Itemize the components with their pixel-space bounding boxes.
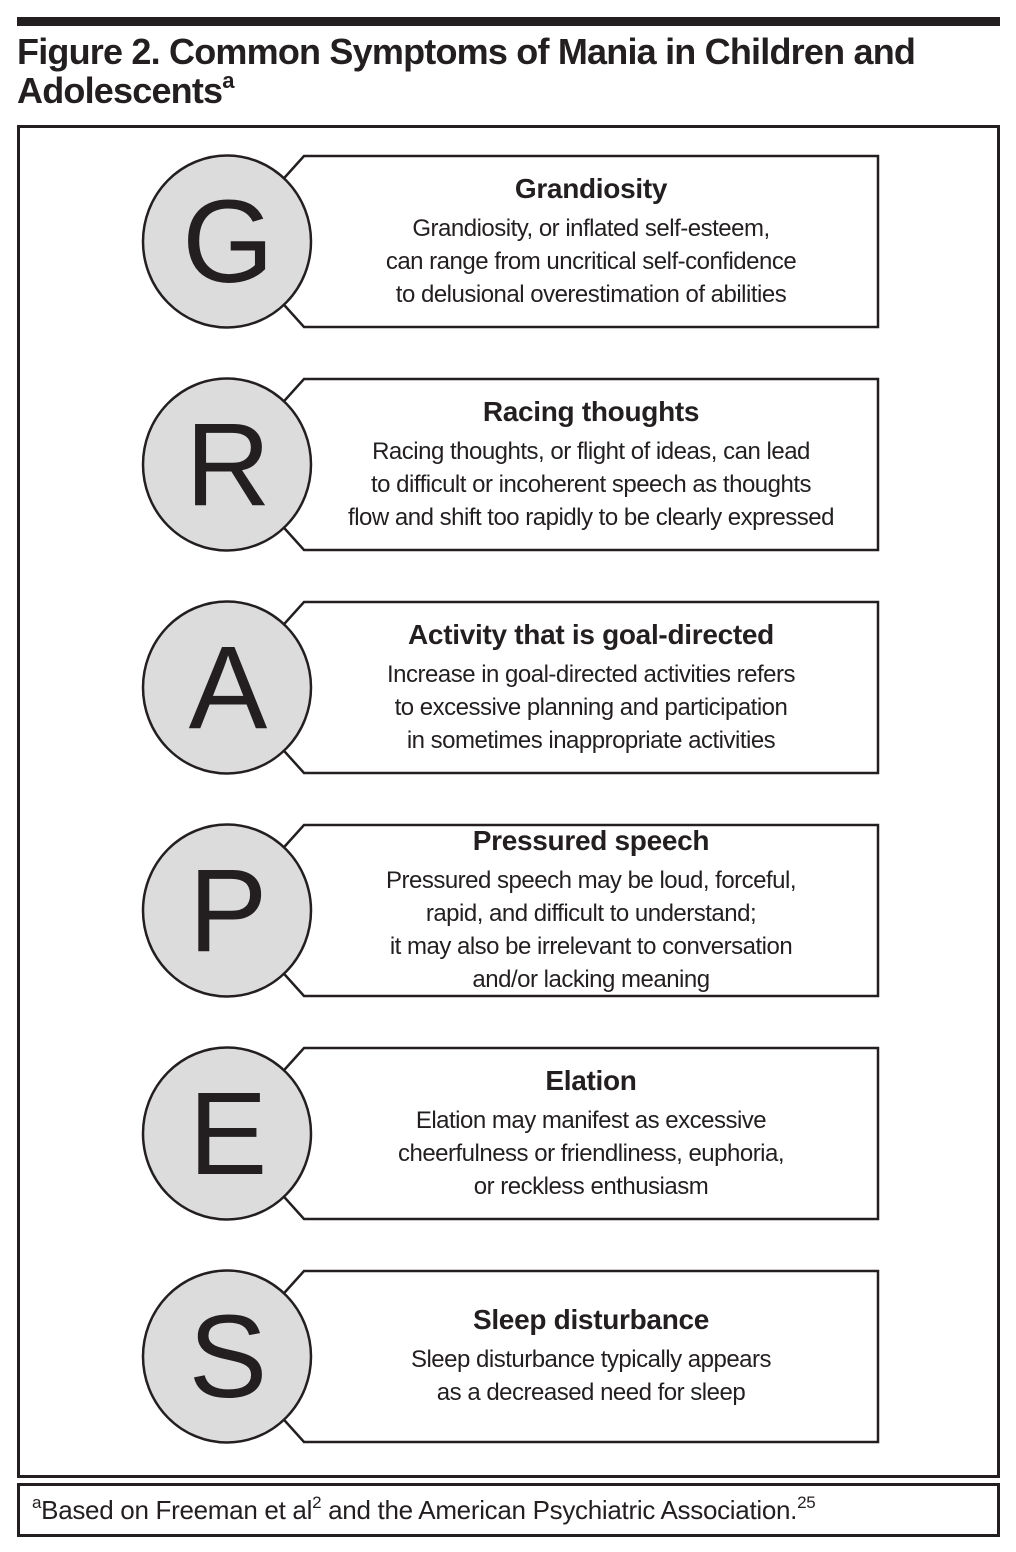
symptom-title: Pressured speech xyxy=(472,825,710,856)
symptom-line: Sleep disturbance typically appears xyxy=(410,1346,772,1373)
figure-caption-footnote-marker: a xyxy=(222,68,234,93)
symptom-line: Racing thoughts, or flight of ideas, can lead xyxy=(372,437,810,465)
figure-caption-line2 xyxy=(17,68,1016,111)
symptom-text-elation xyxy=(304,1046,878,1221)
footnote-text xyxy=(32,1492,816,1526)
symptom-line: to delusional overestimation of abilities xyxy=(395,280,787,308)
footnote-part2: and the American Psychiatric Association. xyxy=(321,1494,798,1525)
symptom-row-racing-thoughts xyxy=(20,377,997,552)
symptom-line: and/or lacking meaning xyxy=(472,966,710,993)
symptom-line: flow and shift too rapidly to be clearly expressed xyxy=(348,503,834,531)
symptom-row-pressured-speech xyxy=(20,823,997,998)
symptom-row-sleep-disturbance xyxy=(20,1269,997,1444)
footnote-ref-25: 25 xyxy=(797,1492,816,1512)
figure-caption xyxy=(17,32,1016,110)
symptom-line: as a decreased need for sleep xyxy=(436,1379,746,1406)
symptom-row-grandiosity xyxy=(20,154,997,329)
footnote-ref-2: 2 xyxy=(312,1492,322,1512)
mnemonic-letter-a: A xyxy=(188,621,266,754)
symptom-text-grandiosity xyxy=(304,154,878,329)
symptom-line: to difficult or incoherent speech as thoughts xyxy=(370,470,811,498)
mnemonic-letter-g: G xyxy=(182,175,272,308)
figure-caption-line1: Figure 2. Common Symptoms of Mania in Children and xyxy=(17,31,916,72)
symptom-line: or reckless enthusiasm xyxy=(473,1172,709,1200)
symptom-title: Grandiosity xyxy=(514,172,668,204)
symptom-line: in sometimes inappropriate activities xyxy=(406,726,776,754)
symptom-line: Increase in goal-directed activities refers xyxy=(386,660,796,688)
symptom-line: it may also be irrelevant to conversation xyxy=(389,933,793,960)
symptom-title: Racing thoughts xyxy=(482,395,700,427)
footnote xyxy=(17,1483,1000,1537)
symptom-line: rapid, and difficult to understand; xyxy=(425,900,757,927)
figure-caption-line2-text: Adolescents xyxy=(17,70,223,111)
symptom-text-racing-thoughts xyxy=(304,377,878,552)
symptom-line: Pressured speech may be loud, forceful, xyxy=(385,867,797,894)
symptom-row-elation xyxy=(20,1046,997,1221)
symptom-text-goal-directed-activity xyxy=(304,600,878,775)
mnemonic-letter-r: R xyxy=(185,398,269,531)
symptom-line: cheerfulness or friendliness, euphoria, xyxy=(397,1139,785,1167)
symptom-text-pressured-speech xyxy=(304,823,878,998)
mnemonic-letter-s: S xyxy=(188,1290,266,1423)
mnemonic-letter-p: P xyxy=(188,844,266,977)
mnemonic-letter-e: E xyxy=(188,1067,266,1200)
footnote-part1: Based on Freeman et al xyxy=(41,1494,313,1525)
footnote-marker: a xyxy=(32,1492,42,1512)
symptom-row-goal-directed-activity xyxy=(20,600,997,775)
symptom-line: Elation may manifest as excessive xyxy=(415,1106,767,1134)
symptom-title: Sleep disturbance xyxy=(472,1304,710,1335)
symptom-text-sleep-disturbance xyxy=(304,1269,878,1444)
figure-box xyxy=(17,125,1000,1478)
symptom-line: Grandiosity, or inflated self-esteem, xyxy=(412,214,770,242)
symptom-line: to excessive planning and participation xyxy=(394,693,788,721)
top-rule xyxy=(17,17,1000,26)
symptom-line: can range from uncritical self-confidence xyxy=(385,247,797,275)
symptom-title: Elation xyxy=(545,1064,637,1096)
symptom-title: Activity that is goal-directed xyxy=(408,618,774,650)
